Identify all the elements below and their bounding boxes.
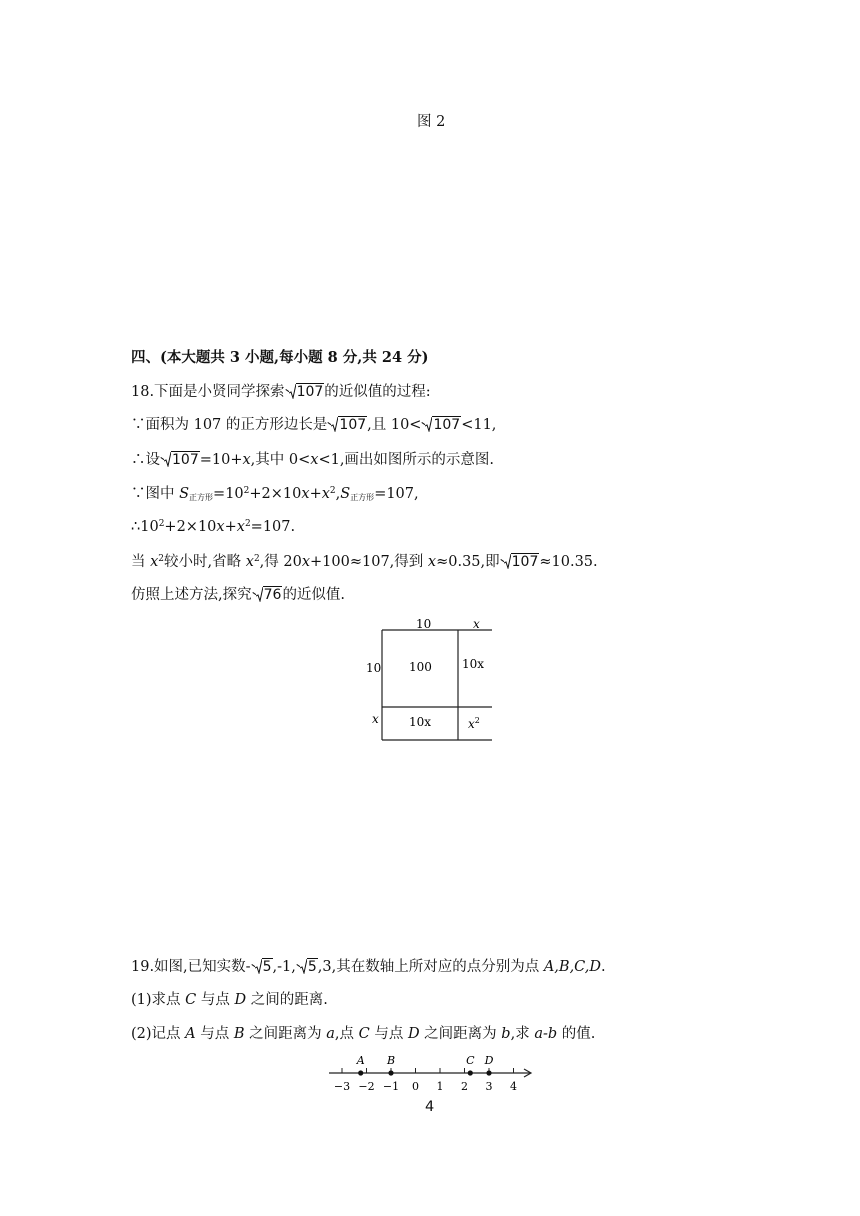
number-line-point <box>468 1070 473 1075</box>
q18-line-2: ∴设 107=10+x,其中 0<x<1,画出如图所示的示意图. <box>131 452 495 468</box>
grid-cell-10x-bottom: 10x <box>409 715 432 729</box>
q19-part-1: (1)求点 C 与点 D 之间的距离. <box>131 992 328 1008</box>
grid-left-10: 10 <box>366 661 382 675</box>
square-area-diagram <box>360 618 500 744</box>
number-line-point <box>358 1070 363 1075</box>
grid-top-x: x <box>473 618 480 631</box>
section-heading: 四、(本大题共 3 小题,每小题 8 分,共 24 分) <box>131 349 429 366</box>
grid-top-10: 10 <box>416 618 432 631</box>
number-line-tick-label: 0 <box>412 1080 419 1093</box>
grid-cell-100: 100 <box>409 660 432 674</box>
sqrt-76: 76 <box>253 585 283 605</box>
number-line-point-label: D <box>484 1054 494 1067</box>
grid-cell-x2: $x^2$ <box>468 716 480 731</box>
q19-intro: 19.如图,已知实数- 5,-1, 5,3,其在数轴上所对应的点分别为点 A,B,C,D. <box>131 959 606 975</box>
q18-line-3: ∵图中 $S_{正方形}=10^2+2\times 10x+x^2,S_{正方形}=107$, <box>131 486 419 502</box>
grid-cell-10x-right: 10x <box>462 657 485 671</box>
number-line-tick-label: −2 <box>358 1080 375 1093</box>
number-line-tick-label: −3 <box>333 1080 351 1093</box>
q18-line-6: 仿照上述方法,探究 76的近似值. <box>131 587 346 603</box>
number-line-point-label: B <box>386 1054 396 1067</box>
number-line-tick-label: 2 <box>461 1080 468 1093</box>
number-line-point-label: A <box>356 1054 365 1067</box>
grid-left-x: x <box>372 712 379 726</box>
number-line-point <box>388 1070 393 1075</box>
number-line-point <box>486 1070 491 1075</box>
q18-intro: 18.下面是小贤同学探索 107的近似值的过程: <box>131 384 431 400</box>
q18-line-5: 当 $x^2$较小时,省略 $x^2$,得 20x+100≈107,得到 x≈0.35,即 107≈10.35. <box>131 554 598 570</box>
q19-part-2: (2)记点 A 与点 B 之间距离为 a,点 C 与点 D 之间距离为 b,求 a-b 的值. <box>131 1026 596 1042</box>
number-line-tick-label: 1 <box>436 1080 444 1093</box>
number-line-tick-label: 4 <box>510 1080 517 1093</box>
page-number: 4 <box>425 1099 435 1115</box>
number-line-point-label: C <box>466 1054 475 1067</box>
sqrt-107: 107 <box>286 382 325 402</box>
number-line-tick-label: 3 <box>485 1080 493 1093</box>
sqrt-5: 5 <box>252 957 273 977</box>
number-line-tick-label: −1 <box>382 1080 400 1093</box>
figure-caption: 图 2 <box>417 114 446 130</box>
q18-line-1: ∵面积为 107 的正方形边长是 107,且 10< 107<11, <box>131 417 497 433</box>
q18-line-4: $\therefore 10^2+2\times 10x+x^2=107$. <box>131 519 296 535</box>
number-line <box>325 1052 540 1094</box>
